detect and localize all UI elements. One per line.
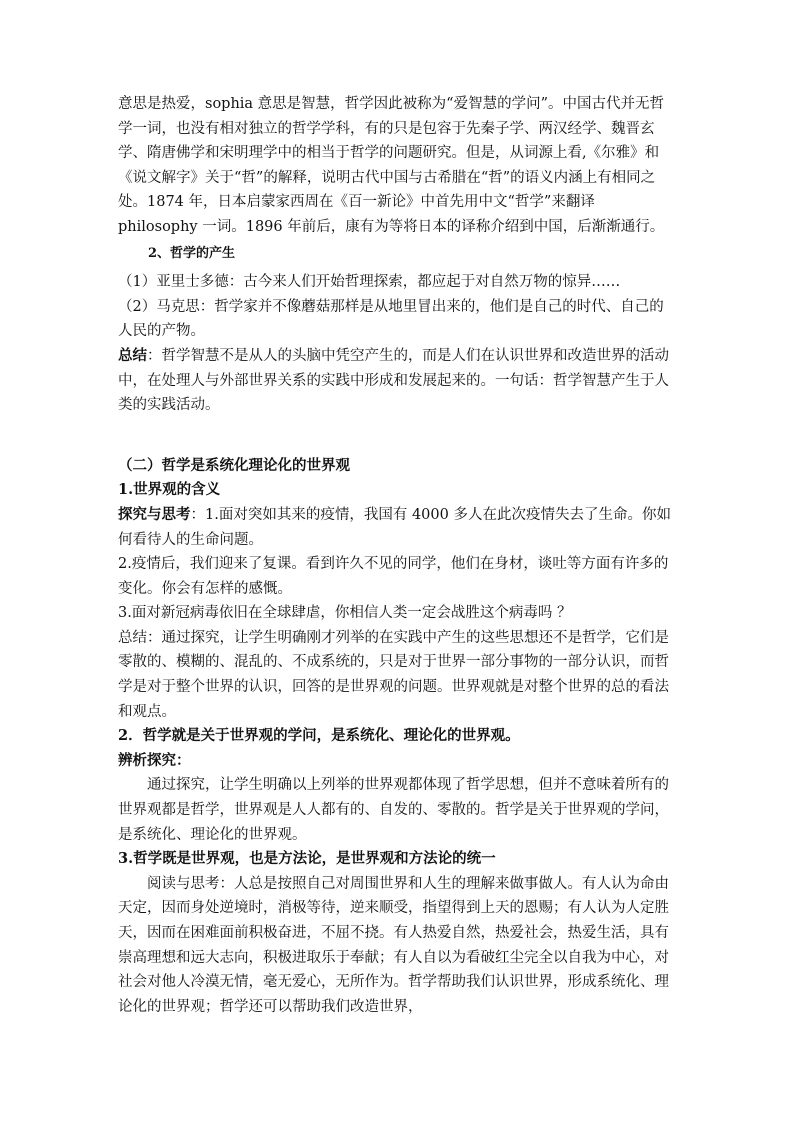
sub-heading-philosophy-origin: 2、哲学的产生 xyxy=(148,245,236,261)
question-2: 2.疫情后，我们迎来了复课。看到许久不见的同学，他们在身材，谈吐等方面有许多的变化。你会有怎样的感慨。 xyxy=(118,556,669,597)
question-3: 3.面对新冠病毒依旧在全球肆虐，你相信人类一定会战胜这个病毒吗 ？ xyxy=(118,605,572,622)
explore-paragraph xyxy=(118,503,678,552)
analysis-paragraph: 通过探究，让学生明确以上列举的世界观都体现了哲学思想，但并不意味着所有的世界观都是哲学，世界观是人人都有的、自发的、零散的。哲学是关于世界观的学问，是系统化、理论化的世界观。 xyxy=(118,777,669,843)
heading-worldview-meaning: 1.世界观的含义 xyxy=(118,481,221,499)
explore-text: ：1.面对突如其来的疫情，我国有 4000 多人在此次疫情失去了生命。你如何看待人的生命问题。 xyxy=(118,506,671,548)
summary-paragraph-2: 总结：通过探究，让学生明确刚才列举的在实践中产生的这些思想还不是哲学，它们是零散的、模糊的、混乱的、不成系统的，只是对于世界一部分事物的一部分认识，而哲学是对于整个世界的认识，回答的是世界观的问题。世界观就是对整个世界的总的看法和观点。 xyxy=(118,629,669,720)
intro-paragraph: 意思是热爱，sophia 意思是智慧，哲学因此被称为“爱智慧的学问”。中国古代并无哲学一词，也没有相对独立的哲学学科，有的只是包容于先秦子学、两汉经学、魏晋玄学、隋唐佛学和宋明理学中的相当于哲学的问题研究。但是，从词源上看,《尔雅》和《说文解字》关于“哲”的解释，说明古代中国与古希腊在“哲”的语义内涵上有相同之处。1874 年，日本启蒙家西周在《百一新论》中首先用中文“哲学”来翻译 philosophy 一词。1896 年前后，康有为等将日本的译称介绍到中国，后渐渐通行。 xyxy=(118,96,665,235)
reading-paragraph: 阅读与思考：人总是按照自己对周围世界和人生的理解来做事做人。有人认为命由天定，因而身处逆境时，消极等待，逆来顺受，指望得到上天的恩赐；有人认为人定胜天，因而在困难面前积极奋进，不屈不挠。有人热爱自然，热爱社会，热爱生活，具有崇高理想和远大志向，积极进取乐于奉献；有人自以为看破红尘完全以自我为中心，对社会对他人冷漠无情，毫无爱心，无所作为。哲学帮助我们认识世界，形成系统化、理论化的世界观；哲学还可以帮助我们改造世界， xyxy=(118,875,669,1015)
summary-text: ：哲学智慧不是从人的头脑中凭空产生的，而是人们在认识世界和改造世界的活动中，在处理人与外部世界关系的实践中形成和发展起来的。一句话：哲学智慧产生于人类的实践活动。 xyxy=(118,347,669,414)
document-body xyxy=(118,92,678,1019)
quote-aristotle: （1）亚里士多德：古今来人们开始哲理探索，都应起于对自然万物的惊异…… xyxy=(118,274,621,291)
section-heading: （二）哲学是系统化理论化的世界观 xyxy=(118,456,350,474)
analysis-label: 辨析探究： xyxy=(118,751,191,769)
heading-worldview-systematic: 2．哲学就是关于世界观的学问，是系统化、理论化的世界观。 xyxy=(118,727,520,745)
quote-marx: （2）马克思：哲学家并不像蘑菇那样是从地里冒出来的，他们是自己的时代、自己的人民的产物。 xyxy=(118,298,664,340)
section-gap xyxy=(118,418,678,454)
summary-label: 总结 xyxy=(118,346,147,364)
heading-worldview-methodology: 3.哲学既是世界观，也是方法论，是世界观和方法论的统一 xyxy=(118,850,496,868)
explore-label: 探究与思考 xyxy=(118,505,191,523)
summary-paragraph-1 xyxy=(118,344,678,418)
